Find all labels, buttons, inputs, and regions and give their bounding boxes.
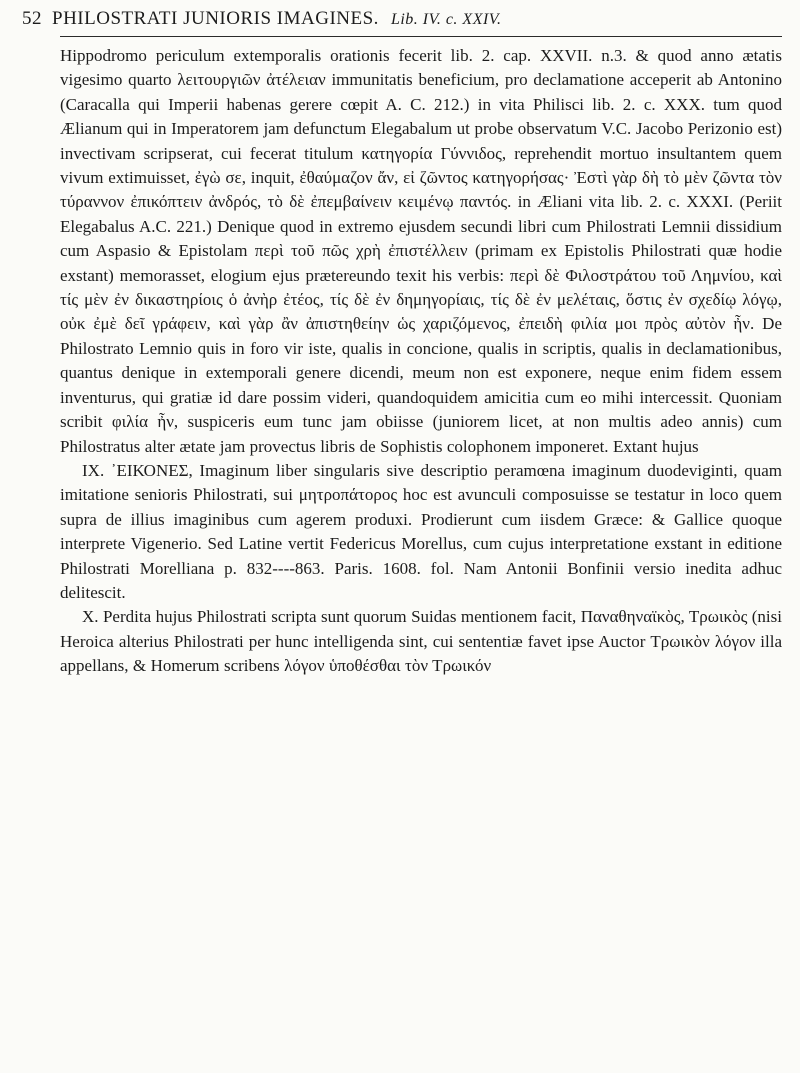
page-number: 52 [22, 8, 42, 29]
running-title: PHILOSTRATI JUNIORIS IMAGINES. [52, 8, 379, 29]
paragraph-section-x: X. Perdita hujus Philostrati scripta sunt quorum Suidas mentionem facit, Παναθηναϊκὸς, Τρωικὸς (nisi Heroica alterius Philostrati per hunc intelligenda sint, cui sententiæ favet ipse Auctor Τρωικὸν λόγον illa appellans, & Homerum scribens λόγον ὑποθέσθαι τὸν Τρωικόν [60, 607, 782, 676]
paragraph-continuation: Hippodromo periculum extemporalis orationis fecerit lib. 2. cap. XXVII. n.3. & quod anno ætatis vigesimo quarto λειτουργιῶν ἀτέλειαν immunitatis beneficium, pro declamatione acceperit ab Antonino (Caracalla qui Imperii habenas gerere cœpit A. C. 212.) in vita Philisci lib. 2. c. XXX. tum quod Ælianum qui in Imperatorem jam defunctum Elegabalum ut probe observatum V.C. Jacobo Perizonio est) invectivam scripserat, cui fecerat titulum κατηγορία Γύννιδος, reprehendit mortuo insultantem quem vivum extimuisset, ἐγὼ σε, inquit, ἐθαύμαζον ἄν, εἰ ζῶντος κατηγορήσας· Ἐστὶ γὰρ δὴ τὸ μὲν ζῶντα τὸν τύραννον ἐπικόπτειν ἀνδρός, τὸ δὲ ἐπεμβαίνειν κειμένῳ παντός. in Æliani vita lib. 2. c. XXXI. (Periit Elegabalus A.C. 221.) Denique quod in extremo ejusdem secundi libri cum Philostrati Lemnii dissidium cum Aspasio & Epistolam περὶ τοῦ πῶς χρὴ ἐπιστέλλειν (primam ex Epistolis Philostrati quæ hodie exstant) memorasset, elogium ejus prætereundo texit his verbis: περὶ δὲ Φιλοστράτου τοῦ Λημνίου, καὶ τίς μὲν ἐν δικαστηρίοις ὁ ἀνὴρ ἐτέος, τίς δὲ ἐν δημηγορίαις, τίς δὲ ἐν μελέταις, ὅστις ἐν σχεδίῳ λόγῳ, οὐκ ἐμὲ δεῖ γράφειν, καὶ γὰρ ἂν ἀπιστηθείην ὡς χαριζόμενος, ἐπειδὴ φιλία μοι πρὸς αὐτὸν ἦν. De Philostrato Lemnio quis in foro vir iste, qualis in concione, qualis in scriptis, qualis in declamationibus, quantus denique in extemporali genere dicendi, meum non est exponere, neque enim fidem essem inventurus, qui gratiæ id dare possim videri, quandoquidem amicitia cum eo mihi intercessit. Quoniam scribit φιλία ἦν, suspiceris eum tunc jam obiisse (juniorem licet, at non multis adeo annis) cum Philostratus alter ætate jam provectus libris de Sophistis colophonem imponeret. Extant hujus [60, 46, 782, 456]
paragraph-section-ix: IX. ᾿ΕΙΚΟΝΕΣ, Imaginum liber singularis sive descriptio peramœna imaginum duodeviginti, quam imitatione senioris Philostrati, sui μητροπάτορος hoc est avunculi composuisse se testatur in loco quem supra de illius imaginibus cum agerem produxi. Prodierunt cum iisdem Græce: & Gallice quoque interprete Vigenerio. Sed Latine vertit Federicus Morellus, cum cujus interpretatione exstant in editione Philostrati Morelliana p. 832----863. Paris. 1608. fol. Nam Antonii Bonfinii versio inedita adhuc delitescit. [60, 460, 782, 602]
header-rule [60, 36, 782, 37]
chapter-reference: Lib. IV. c. XXIV. [390, 11, 502, 28]
main-text [60, 44, 782, 679]
running-head [22, 8, 782, 38]
